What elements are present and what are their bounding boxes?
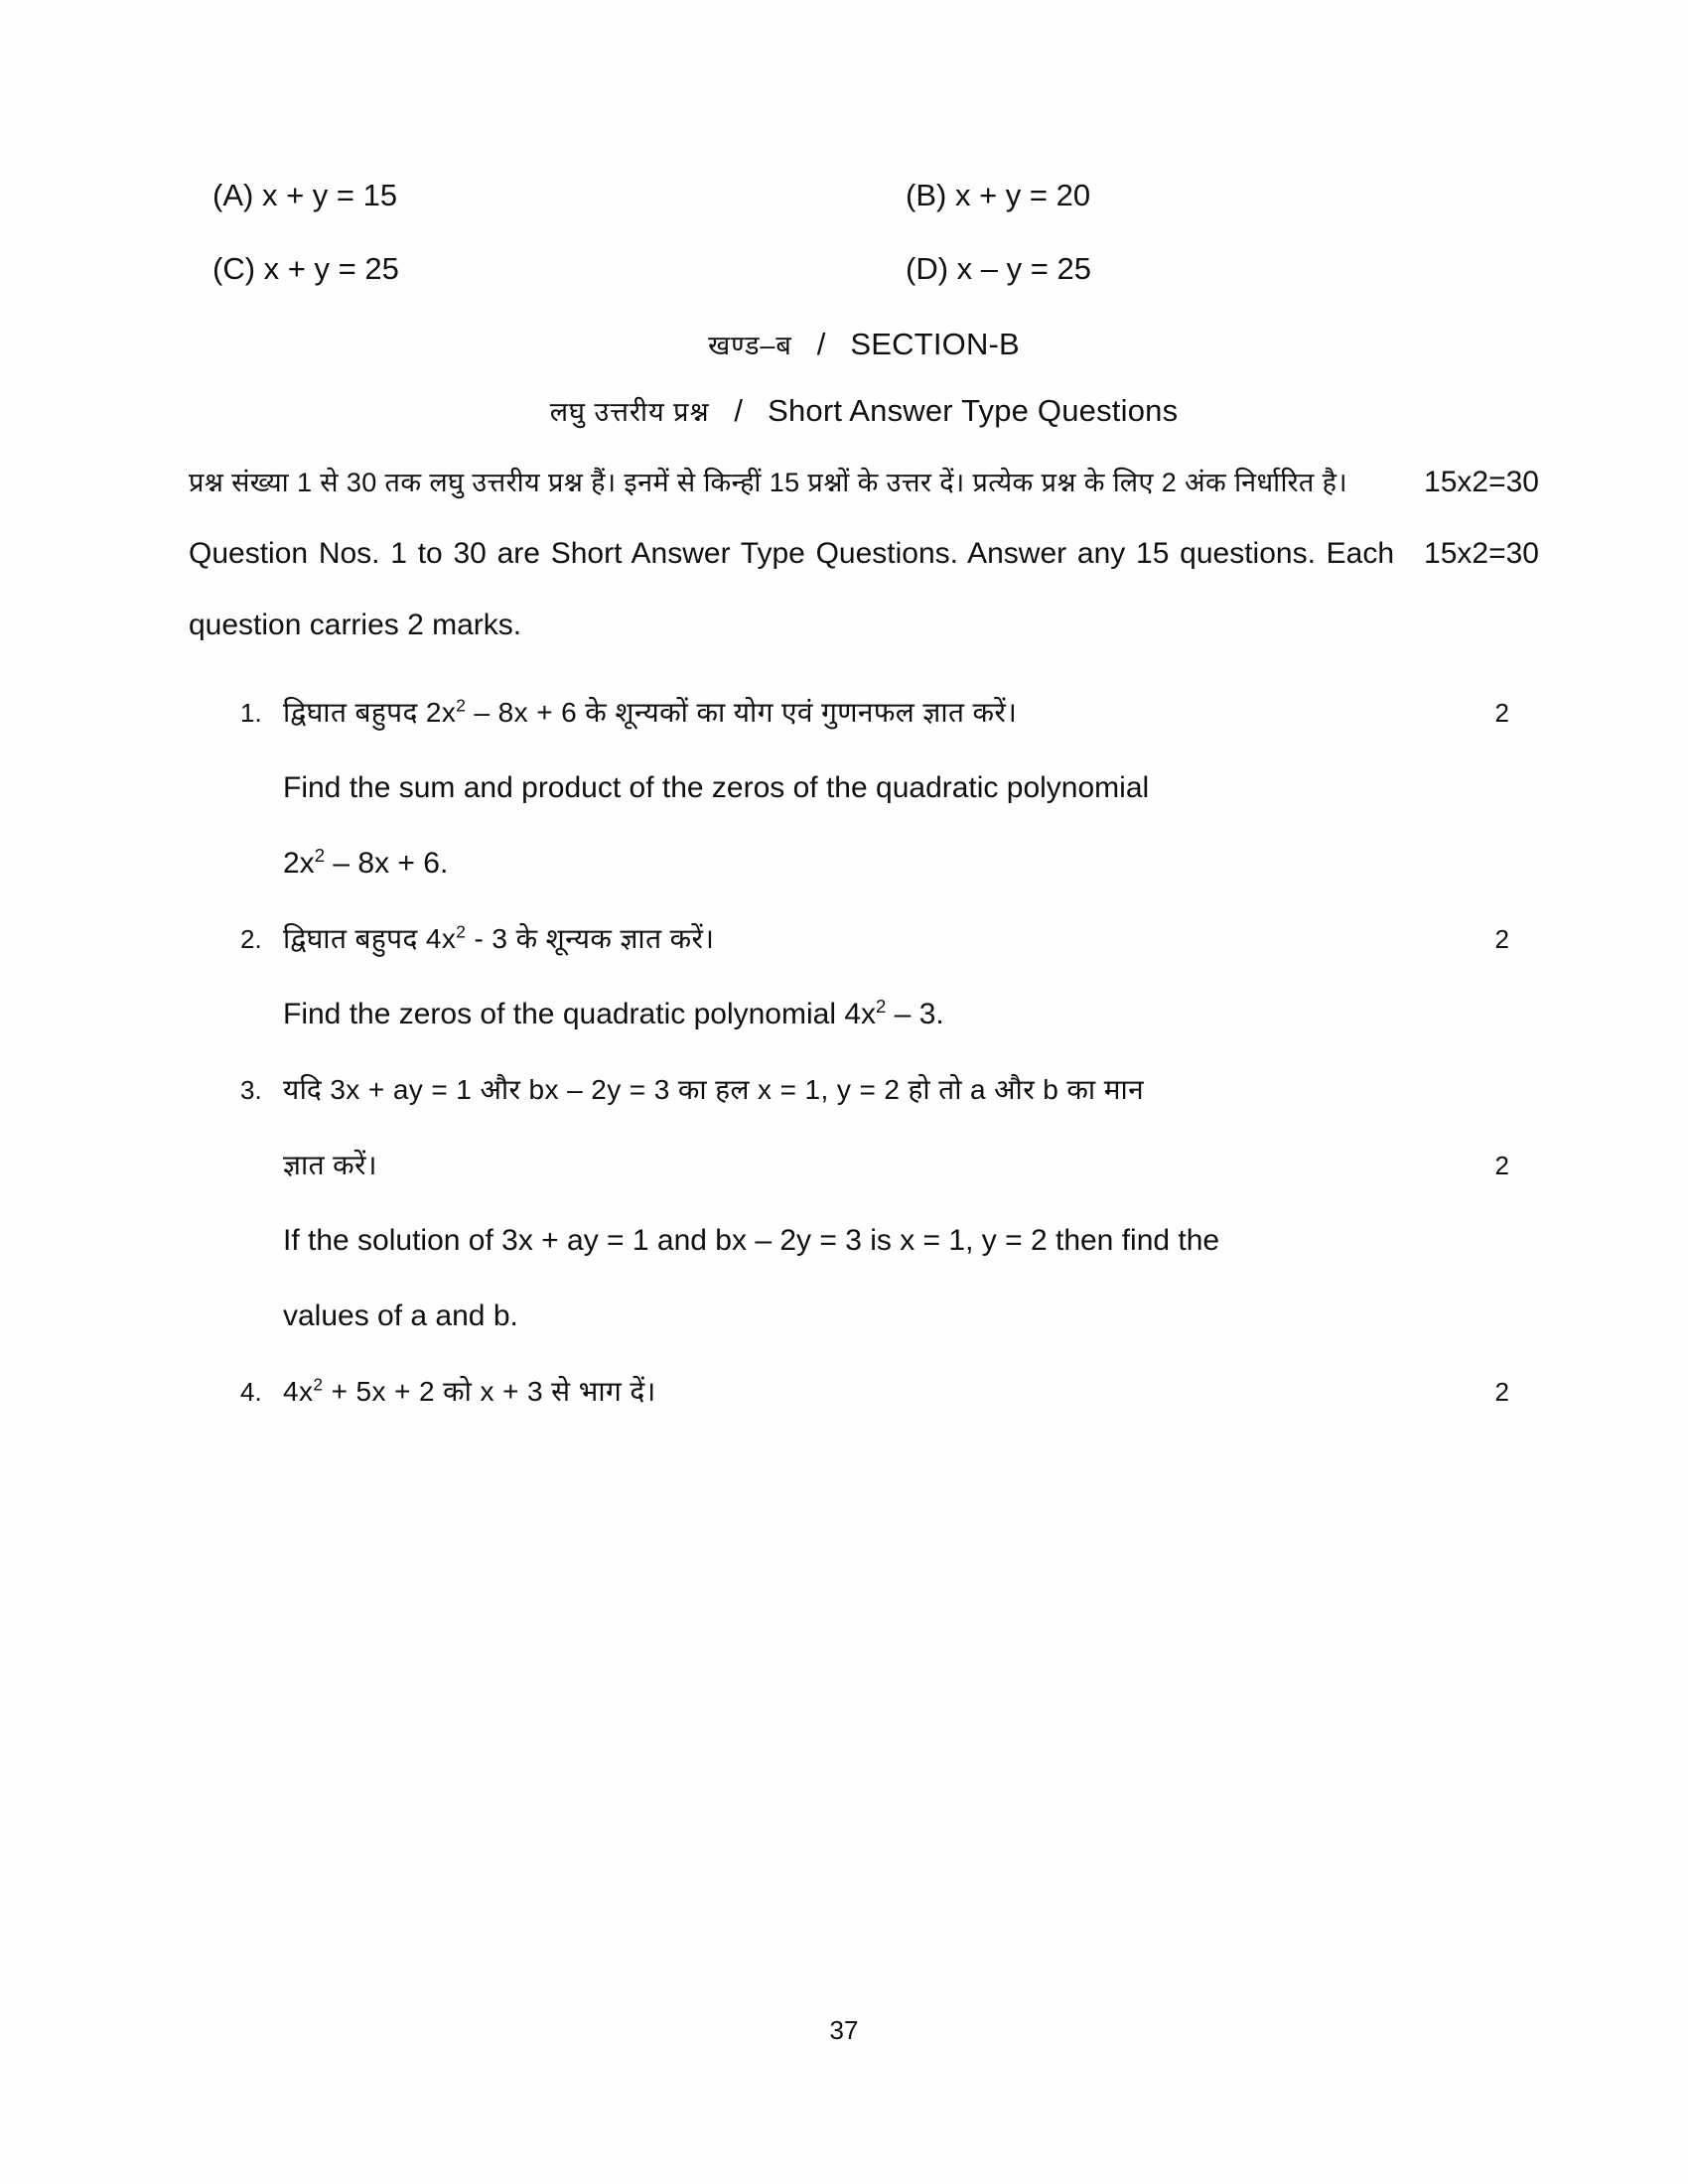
- question-2-hindi-exponent: 2: [456, 921, 467, 942]
- instructions-hindi: [189, 447, 1539, 518]
- question-2-hindi-pre: द्विघात बहुपद 4x: [283, 923, 457, 955]
- question-2-english-line-1: [283, 977, 1539, 1052]
- question-4-hindi-pre: 4x: [283, 1376, 314, 1408]
- question-3-english-line-1: If the solution of 3x + ay = 1 and bx – 2y = 3 is x = 1, y = 2 then find the: [283, 1224, 1220, 1258]
- question-2-english-exponent: 2: [876, 996, 887, 1018]
- instructions-english: [189, 518, 1539, 661]
- instructions-block: [189, 447, 1539, 661]
- question-1-marks: 2: [1494, 698, 1509, 729]
- question-number-3: 3.: [240, 1075, 262, 1106]
- question-3-hindi-line-2: [283, 1128, 1539, 1203]
- question-item-1: [189, 675, 1539, 901]
- page-number: 37: [829, 2015, 859, 2045]
- instructions-hindi-marks: 15x2=30: [1424, 466, 1539, 499]
- mcq-option-a[interactable]: [189, 179, 846, 212]
- question-body-4: [283, 1354, 1539, 1430]
- question-1-english-line-1: Find the sum and product of the zeros of the quadratic polynomial: [283, 771, 1150, 805]
- mcq-option-b[interactable]: [846, 179, 1539, 212]
- question-item-4: [189, 1354, 1539, 1430]
- question-body-2: [283, 901, 1539, 1052]
- question-4-marks: 2: [1494, 1377, 1509, 1408]
- question-3-hindi-line-2-text: ज्ञात करें।: [283, 1150, 377, 1181]
- mcq-option-c-text: x + y = 25: [263, 251, 399, 287]
- section-subtitle-hindi: लघु उत्तरीय प्रश्न: [549, 397, 710, 428]
- question-number-1: 1.: [240, 698, 262, 729]
- mcq-option-d-label: (D): [906, 251, 949, 287]
- question-3-hindi-line-1: यदि 3x + ay = 1 और bx – 2y = 3 का हल x = 1, y = 2 हो तो a और b का मान: [283, 1074, 1145, 1106]
- question-2-marks: 2: [1494, 924, 1509, 955]
- question-1-hindi-post: – 8x + 6 के शून्यकों का योग एवं गुणनफल ज्ञात करें।: [466, 697, 1018, 729]
- question-1-english-line-2: [283, 826, 1539, 901]
- question-item-2: [189, 901, 1539, 1052]
- question-2-hindi-post: - 3 के शून्यक ज्ञात करें।: [466, 923, 715, 955]
- section-heading: [189, 326, 1539, 362]
- section-heading-separator: /: [816, 327, 826, 362]
- page-content: [189, 179, 1539, 1430]
- question-1-hindi-exponent: 2: [456, 695, 467, 716]
- question-4-hindi-exponent: 2: [313, 1374, 324, 1395]
- section-subtitle: [189, 392, 1539, 429]
- mcq-option-b-label: (B): [906, 178, 947, 212]
- mcq-option-c-label: (C): [212, 251, 256, 287]
- instructions-english-text: Question Nos. 1 to 30 are Short Answer Type Questions. Answer any 15 questions. Each question carries 2 marks.: [189, 537, 1395, 642]
- question-1-english-exponent: 2: [314, 845, 326, 867]
- question-1-hindi-pre: द्विघात बहुपद 2x: [283, 697, 457, 729]
- mcq-option-d-text: x – y = 25: [956, 251, 1091, 287]
- question-1-english-line-2-post: – 8x + 6.: [325, 847, 449, 881]
- section-subtitle-english: Short Answer Type Questions: [768, 393, 1179, 429]
- section-subtitle-separator: /: [734, 393, 744, 429]
- section-heading-english: SECTION-B: [850, 327, 1020, 362]
- question-list: [189, 675, 1539, 1430]
- question-4-hindi: [283, 1354, 1539, 1430]
- question-1-english-line-2-pre: 2x: [283, 847, 315, 881]
- question-4-hindi-post: + 5x + 2 को x + 3 से भाग दें।: [323, 1376, 656, 1408]
- question-item-3: [189, 1052, 1539, 1354]
- question-3-english-line-2: values of a and b.: [283, 1299, 518, 1333]
- section-heading-hindi: खण्ड–ब: [708, 331, 792, 361]
- question-2-hindi: [283, 901, 1539, 977]
- mcq-option-d[interactable]: [846, 252, 1539, 286]
- question-body-1: [283, 675, 1539, 901]
- mcq-option-b-text: x + y = 20: [954, 178, 1091, 212]
- question-number-4: 4.: [240, 1377, 262, 1408]
- mcq-option-c[interactable]: [189, 252, 846, 286]
- question-3-marks: 2: [1494, 1151, 1509, 1181]
- instructions-english-marks: 15x2=30: [1424, 537, 1539, 571]
- mcq-options-row-1: [189, 179, 1539, 212]
- question-1-hindi: [283, 675, 1539, 751]
- question-2-english-pre: Find the zeros of the quadratic polynomial 4x: [283, 998, 876, 1031]
- mcq-options-row-2: [189, 252, 1539, 286]
- question-number-2: 2.: [240, 924, 262, 955]
- question-body-3: [283, 1052, 1539, 1354]
- question-2-english-post: – 3.: [886, 998, 944, 1031]
- instructions-hindi-text: प्रश्न संख्या 1 से 30 तक लघु उत्तरीय प्रश्न हैं। इनमें से किन्हीं 15 प्रश्नों के उत्तर दें। प्रत्येक प्रश्न के लिए 2 अंक निर्धारित है।: [189, 468, 1347, 498]
- mcq-option-a-text: x + y = 15: [261, 178, 398, 212]
- mcq-option-a-label: (A): [212, 178, 254, 212]
